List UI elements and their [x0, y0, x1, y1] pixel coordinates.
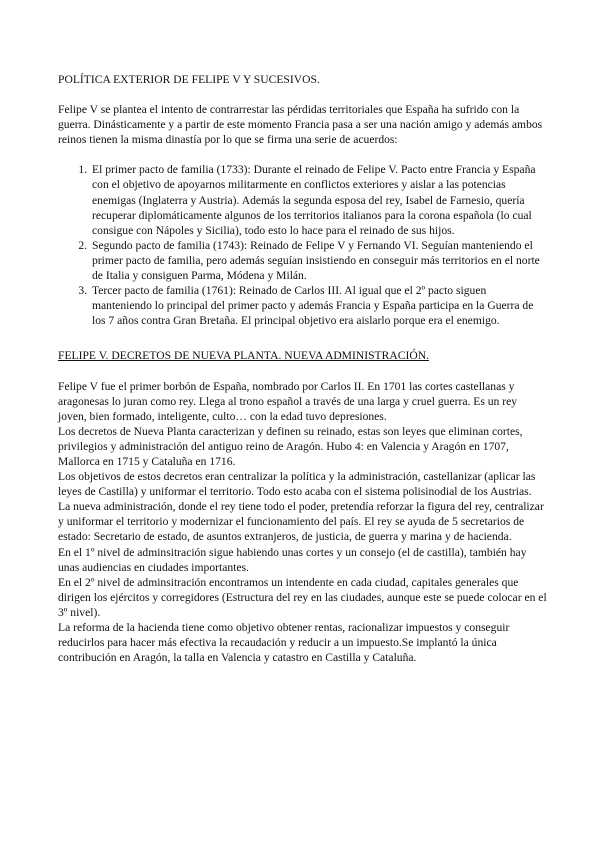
document-page — [58, 72, 548, 665]
paragraph: La reforma de la hacienda tiene como objetivo obtener rentas, racionalizar impuestos y conseguir reducirlos para hacer más efectiva la recaudación y reducir a un impuesto.Se implantó la única contribución en Aragón, la talla en Valencia y catastro en Castilla y Cataluña. — [58, 621, 510, 665]
paragraph: Los objetivos de estos decretos eran centralizar la política y la administración, castellanizar (aplicar las leyes de Castilla) y uniformar el territorio. Todo esto acaba con el sistema polisinodial de los Austrias. — [58, 470, 536, 499]
section-title-politica-exterior: POLÍTICA EXTERIOR DE FELIPE V Y SUCESIVOS. — [58, 73, 320, 86]
section-title-decretos-nueva-planta: FELIPE V. DECRETOS DE NUEVA PLANTA. NUEVA ADMINISTRACIÓN. — [58, 349, 429, 363]
list-item: 2. Segundo pacto de familia (1743): Reinado de Felipe V y Fernando VI. Seguían manteniendo el primer pacto de familia, pero además seguían insistiendo en conseguir más territorios en el norte de Italia y consiguen Parma, Módena y Milán. — [90, 238, 548, 283]
intro-paragraph: Felipe V se plantea el intento de contrarrestar las pérdidas territoriales que España ha sufrido con la guerra. Dinásticamente y a partir de este momento Francia pasa a ser una nación amigo y además ambos reinos tienen la misma dinastía por lo que se firma una serie de acuerdos: — [58, 103, 543, 147]
family-pacts-list — [58, 162, 548, 328]
paragraph: En el 2º nivel de adminsitración encontramos un intendente en cada ciudad, capitales generales que dirigen los ejércitos y corregidores (Estructura del rey en las ciudades, aunque este se puede colocar en el 3º nivel). — [58, 575, 547, 619]
list-item: 1. El primer pacto de familia (1733): Durante el reinado de Felipe V. Pacto entre Francia y España con el objetivo de apoyarnos militarmente en conflictos exteriores y aislar a las potencias enemigas (Inglaterra y Austria). Además la segunda esposa del rey, Isabel de Farnesio, quería recuperar diplomáticamente algunos de los territorios italianos para la corona española (lo cual consigue con Nápoles y Sicilia), todo esto lo hace para el reinado de sus hijos. — [90, 162, 548, 237]
paragraph: Felipe V fue el primer borbón de España, nombrado por Carlos II. En 1701 las cortes castellanas y aragonesas lo juran como rey. Llega al trono español a través de una larga y cruel guerra. Es un rey joven, bien formado, inteligente, culto… con la edad tuvo depresiones. — [58, 379, 518, 423]
paragraph: En el 1º nivel de adminsitración sigue habiendo unas cortes y un consejo (el de castilla), también hay unas audiencias en ciudades importantes. — [58, 545, 527, 574]
list-item: 3. Tercer pacto de familia (1761): Reinado de Carlos III. Al igual que el 2º pacto siguen manteniendo lo principal del primer pacto y además Francia y España participa en la Guerra de los 7 años contra Gran Bretaña. El principal objetivo era aislarlo porque era el enemigo. — [90, 283, 548, 328]
paragraph: Los decretos de Nueva Planta caracterizan y definen su reinado, estas son leyes que eliminan cortes, privilegios y administración del antiguo reino de Aragón. Hubo 4: en Valencia y Aragón en 1707, Mallorca en 1715 y Cataluña en 1716. — [58, 424, 523, 468]
paragraph: La nueva administración, donde el rey tiene todo el poder, pretendía reforzar la figura del rey, centralizar y uniformar el territorio y modernizar el funcionamiento del país. El rey se ayuda de 5 secretarios de estado: Secretario de estado, de asuntos extranjeros, de justicia, de guerra y marina y de hacienda. — [58, 500, 544, 544]
